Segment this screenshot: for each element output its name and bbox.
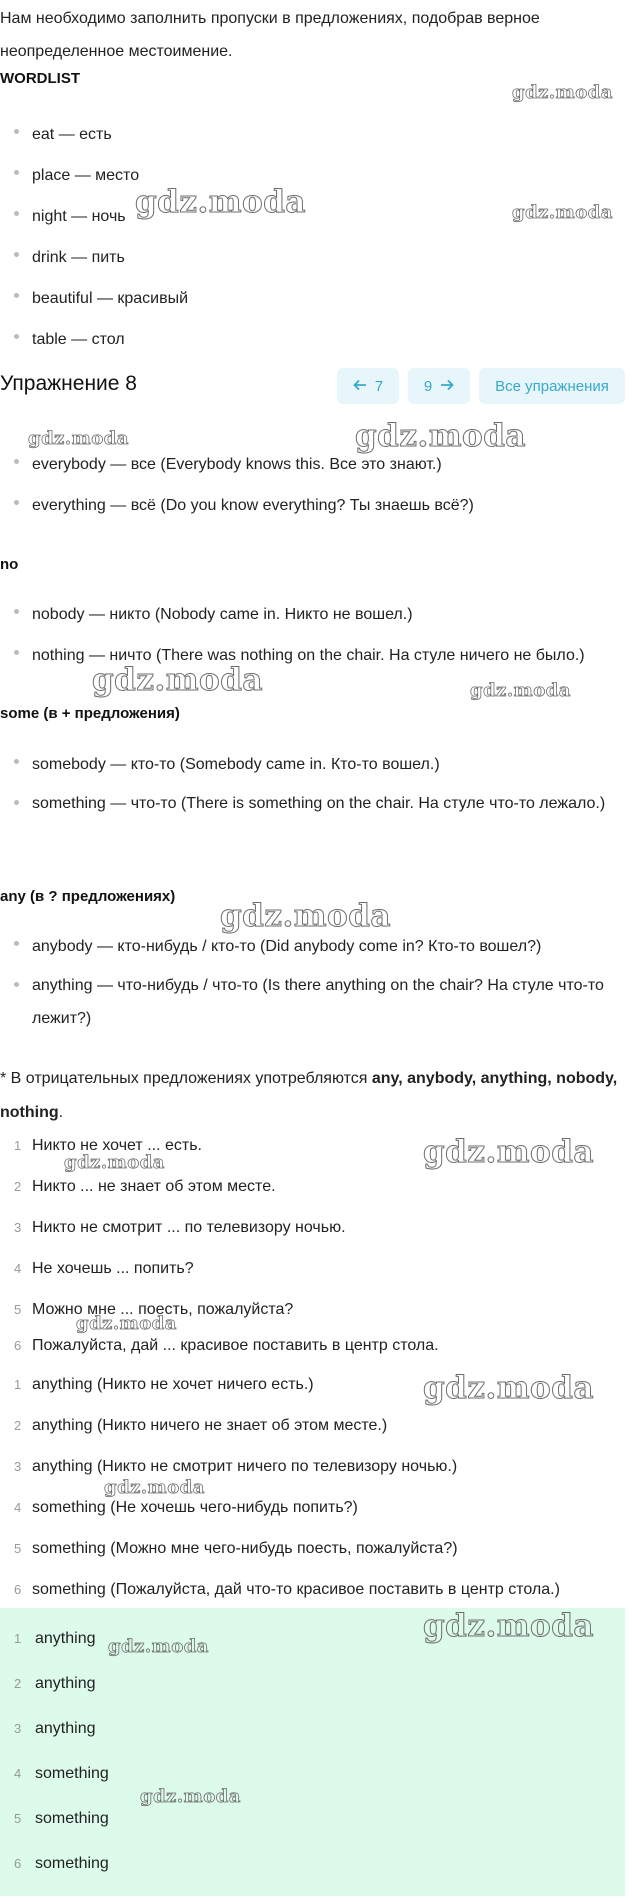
watermark: gdz.moda bbox=[512, 202, 613, 223]
question-item bbox=[0, 1248, 625, 1289]
item-text: anything bbox=[35, 1630, 96, 1647]
watermark: gdz.moda bbox=[423, 1370, 594, 1406]
list-item: everybody — все (Everybody knows this. Все это знают.) bbox=[0, 444, 625, 485]
translation-item bbox=[0, 1487, 625, 1528]
item-number: 2 bbox=[14, 1676, 22, 1691]
no-list bbox=[0, 594, 625, 676]
watermark: gdz.moda bbox=[135, 184, 306, 220]
item-number: 5 bbox=[14, 1541, 22, 1556]
item-text: something (Можно мне чего-нибудь поесть, пожалуйста?) bbox=[32, 1540, 458, 1557]
list-item: night — ночь bbox=[0, 196, 625, 237]
next-exercise-label: 9 bbox=[423, 377, 433, 395]
watermark: gdz.moda bbox=[423, 1134, 594, 1170]
list-item: nobody — никто (Nobody came in. Никто не вошел.) bbox=[0, 594, 625, 635]
next-exercise-button[interactable] bbox=[408, 368, 470, 404]
list-item: anything — что-нибудь / что-то (Is there anything on the chair? На стуле что-то лежит?) bbox=[0, 967, 625, 1035]
translation-item bbox=[0, 1569, 625, 1610]
watermark: gdz.moda bbox=[470, 680, 571, 701]
watermark: gdz.moda bbox=[28, 428, 129, 449]
translation-item bbox=[0, 1446, 625, 1487]
item-text: Никто ... не знает об этом месте. bbox=[32, 1178, 276, 1195]
note-text bbox=[0, 1062, 625, 1130]
prev-exercise-label: 7 bbox=[374, 377, 384, 395]
question-item bbox=[0, 1330, 625, 1362]
list-item: somebody — кто-то (Somebody came in. Кто-то вошел.) bbox=[0, 744, 625, 785]
item-number: 5 bbox=[14, 1302, 22, 1317]
page-title: Упражнение 8 bbox=[0, 372, 137, 395]
note-suffix: . bbox=[58, 1104, 64, 1121]
answers-block bbox=[0, 1608, 625, 1896]
answer-item bbox=[0, 1616, 625, 1661]
intro-text: Нам необходимо заполнить пропуски в предложениях, подобрав верное неопределенное местоимение. bbox=[0, 10, 540, 60]
item-number: 5 bbox=[14, 1811, 22, 1826]
item-number: 4 bbox=[14, 1261, 22, 1276]
question-item bbox=[0, 1207, 625, 1248]
item-number: 3 bbox=[14, 1721, 22, 1736]
answer-item bbox=[0, 1751, 625, 1796]
list-item: nothing — ничто (There was nothing on the chair. На стуле ничего не было.) bbox=[0, 635, 625, 676]
watermark: gdz.moda bbox=[76, 1313, 177, 1334]
all-exercises-button[interactable]: Все упражнения bbox=[479, 368, 625, 404]
some-list bbox=[0, 744, 625, 820]
some-label: some (в + предложения) bbox=[0, 705, 180, 722]
list-item: anybody — кто-нибудь / кто-то (Did anybody come in? Кто-то вошел?) bbox=[0, 926, 625, 967]
item-number: 1 bbox=[14, 1138, 22, 1153]
questions-list bbox=[0, 1125, 625, 1362]
item-text: Не хочешь ... попить? bbox=[32, 1260, 194, 1277]
note-prefix: * В отрицательных предложениях употребляются bbox=[0, 1070, 372, 1087]
no-label: no bbox=[0, 556, 19, 573]
wordlist bbox=[0, 114, 625, 360]
list-item: drink — пить bbox=[0, 237, 625, 278]
list-item: place — место bbox=[0, 155, 625, 196]
answer-item bbox=[0, 1706, 625, 1751]
wordlist-label: WORDLIST bbox=[0, 70, 80, 87]
list-item: everything — всё (Do you know everything? Ты знаешь всё?) bbox=[0, 485, 625, 526]
item-text: Пожалуйста, дай ... красивое поставить в центр стола. bbox=[32, 1337, 439, 1354]
list-item: beautiful — красивый bbox=[0, 278, 625, 319]
item-text: something (Пожалуйста, дай что-то красивое поставить в центр стола.) bbox=[32, 1581, 560, 1598]
item-text: anything (Никто ничего не знает об этом месте.) bbox=[32, 1417, 388, 1434]
item-number: 1 bbox=[14, 1631, 22, 1646]
answer-item bbox=[0, 1841, 625, 1886]
item-text: Никто не смотрит ... по телевизору ночью. bbox=[32, 1219, 346, 1236]
translation-item bbox=[0, 1364, 625, 1405]
item-number: 4 bbox=[14, 1500, 22, 1515]
item-text: something (Не хочешь чего-нибудь попить?) bbox=[32, 1499, 358, 1516]
item-number: 6 bbox=[14, 1856, 22, 1871]
any-label: any (в ? предложениях) bbox=[0, 888, 176, 905]
watermark: gdz.moda bbox=[220, 898, 391, 934]
item-number: 3 bbox=[14, 1220, 22, 1235]
item-number: 6 bbox=[14, 1582, 22, 1597]
list-item: something — что-то (There is something on the chair. На стуле что-то лежало.) bbox=[0, 785, 625, 820]
item-text: Никто не хочет ... есть. bbox=[32, 1137, 202, 1154]
watermark: gdz.moda bbox=[64, 1152, 165, 1173]
item-number: 1 bbox=[14, 1377, 22, 1392]
any-list bbox=[0, 926, 625, 1035]
note-words: any, anybody, anything, nobody, nothing bbox=[0, 1070, 618, 1121]
item-text: Можно мне ... поесть, пожалуйста? bbox=[32, 1301, 294, 1318]
list-item: eat — есть bbox=[0, 114, 625, 155]
question-item bbox=[0, 1166, 625, 1207]
item-text: anything bbox=[35, 1675, 96, 1692]
watermark: gdz.moda bbox=[92, 662, 263, 698]
item-number: 6 bbox=[14, 1338, 22, 1353]
question-item bbox=[0, 1125, 625, 1166]
prev-exercise-button[interactable] bbox=[337, 368, 399, 404]
item-number: 4 bbox=[14, 1766, 22, 1781]
item-text: anything (Никто не хочет ничего есть.) bbox=[32, 1376, 314, 1393]
every-list bbox=[0, 444, 625, 526]
item-number: 3 bbox=[14, 1459, 22, 1474]
arrow-left-icon bbox=[353, 378, 367, 395]
item-text: something bbox=[35, 1810, 109, 1827]
item-number: 2 bbox=[14, 1179, 22, 1194]
item-text: anything bbox=[35, 1720, 96, 1737]
translation-item bbox=[0, 1528, 625, 1569]
answer-item bbox=[0, 1796, 625, 1841]
question-item bbox=[0, 1289, 625, 1330]
item-text: something bbox=[35, 1765, 109, 1782]
item-number: 2 bbox=[14, 1418, 22, 1433]
answer-item bbox=[0, 1661, 625, 1706]
watermark: gdz.moda bbox=[355, 418, 526, 454]
watermark: gdz.moda bbox=[512, 82, 613, 103]
translation-item bbox=[0, 1405, 625, 1446]
watermark: gdz.moda bbox=[104, 1477, 205, 1498]
item-text: anything (Никто не смотрит ничего по телевизору ночью.) bbox=[32, 1458, 458, 1475]
arrow-right-icon bbox=[440, 378, 454, 395]
item-text: something bbox=[35, 1855, 109, 1872]
list-item: table — стол bbox=[0, 319, 625, 360]
translations-list bbox=[0, 1364, 625, 1610]
